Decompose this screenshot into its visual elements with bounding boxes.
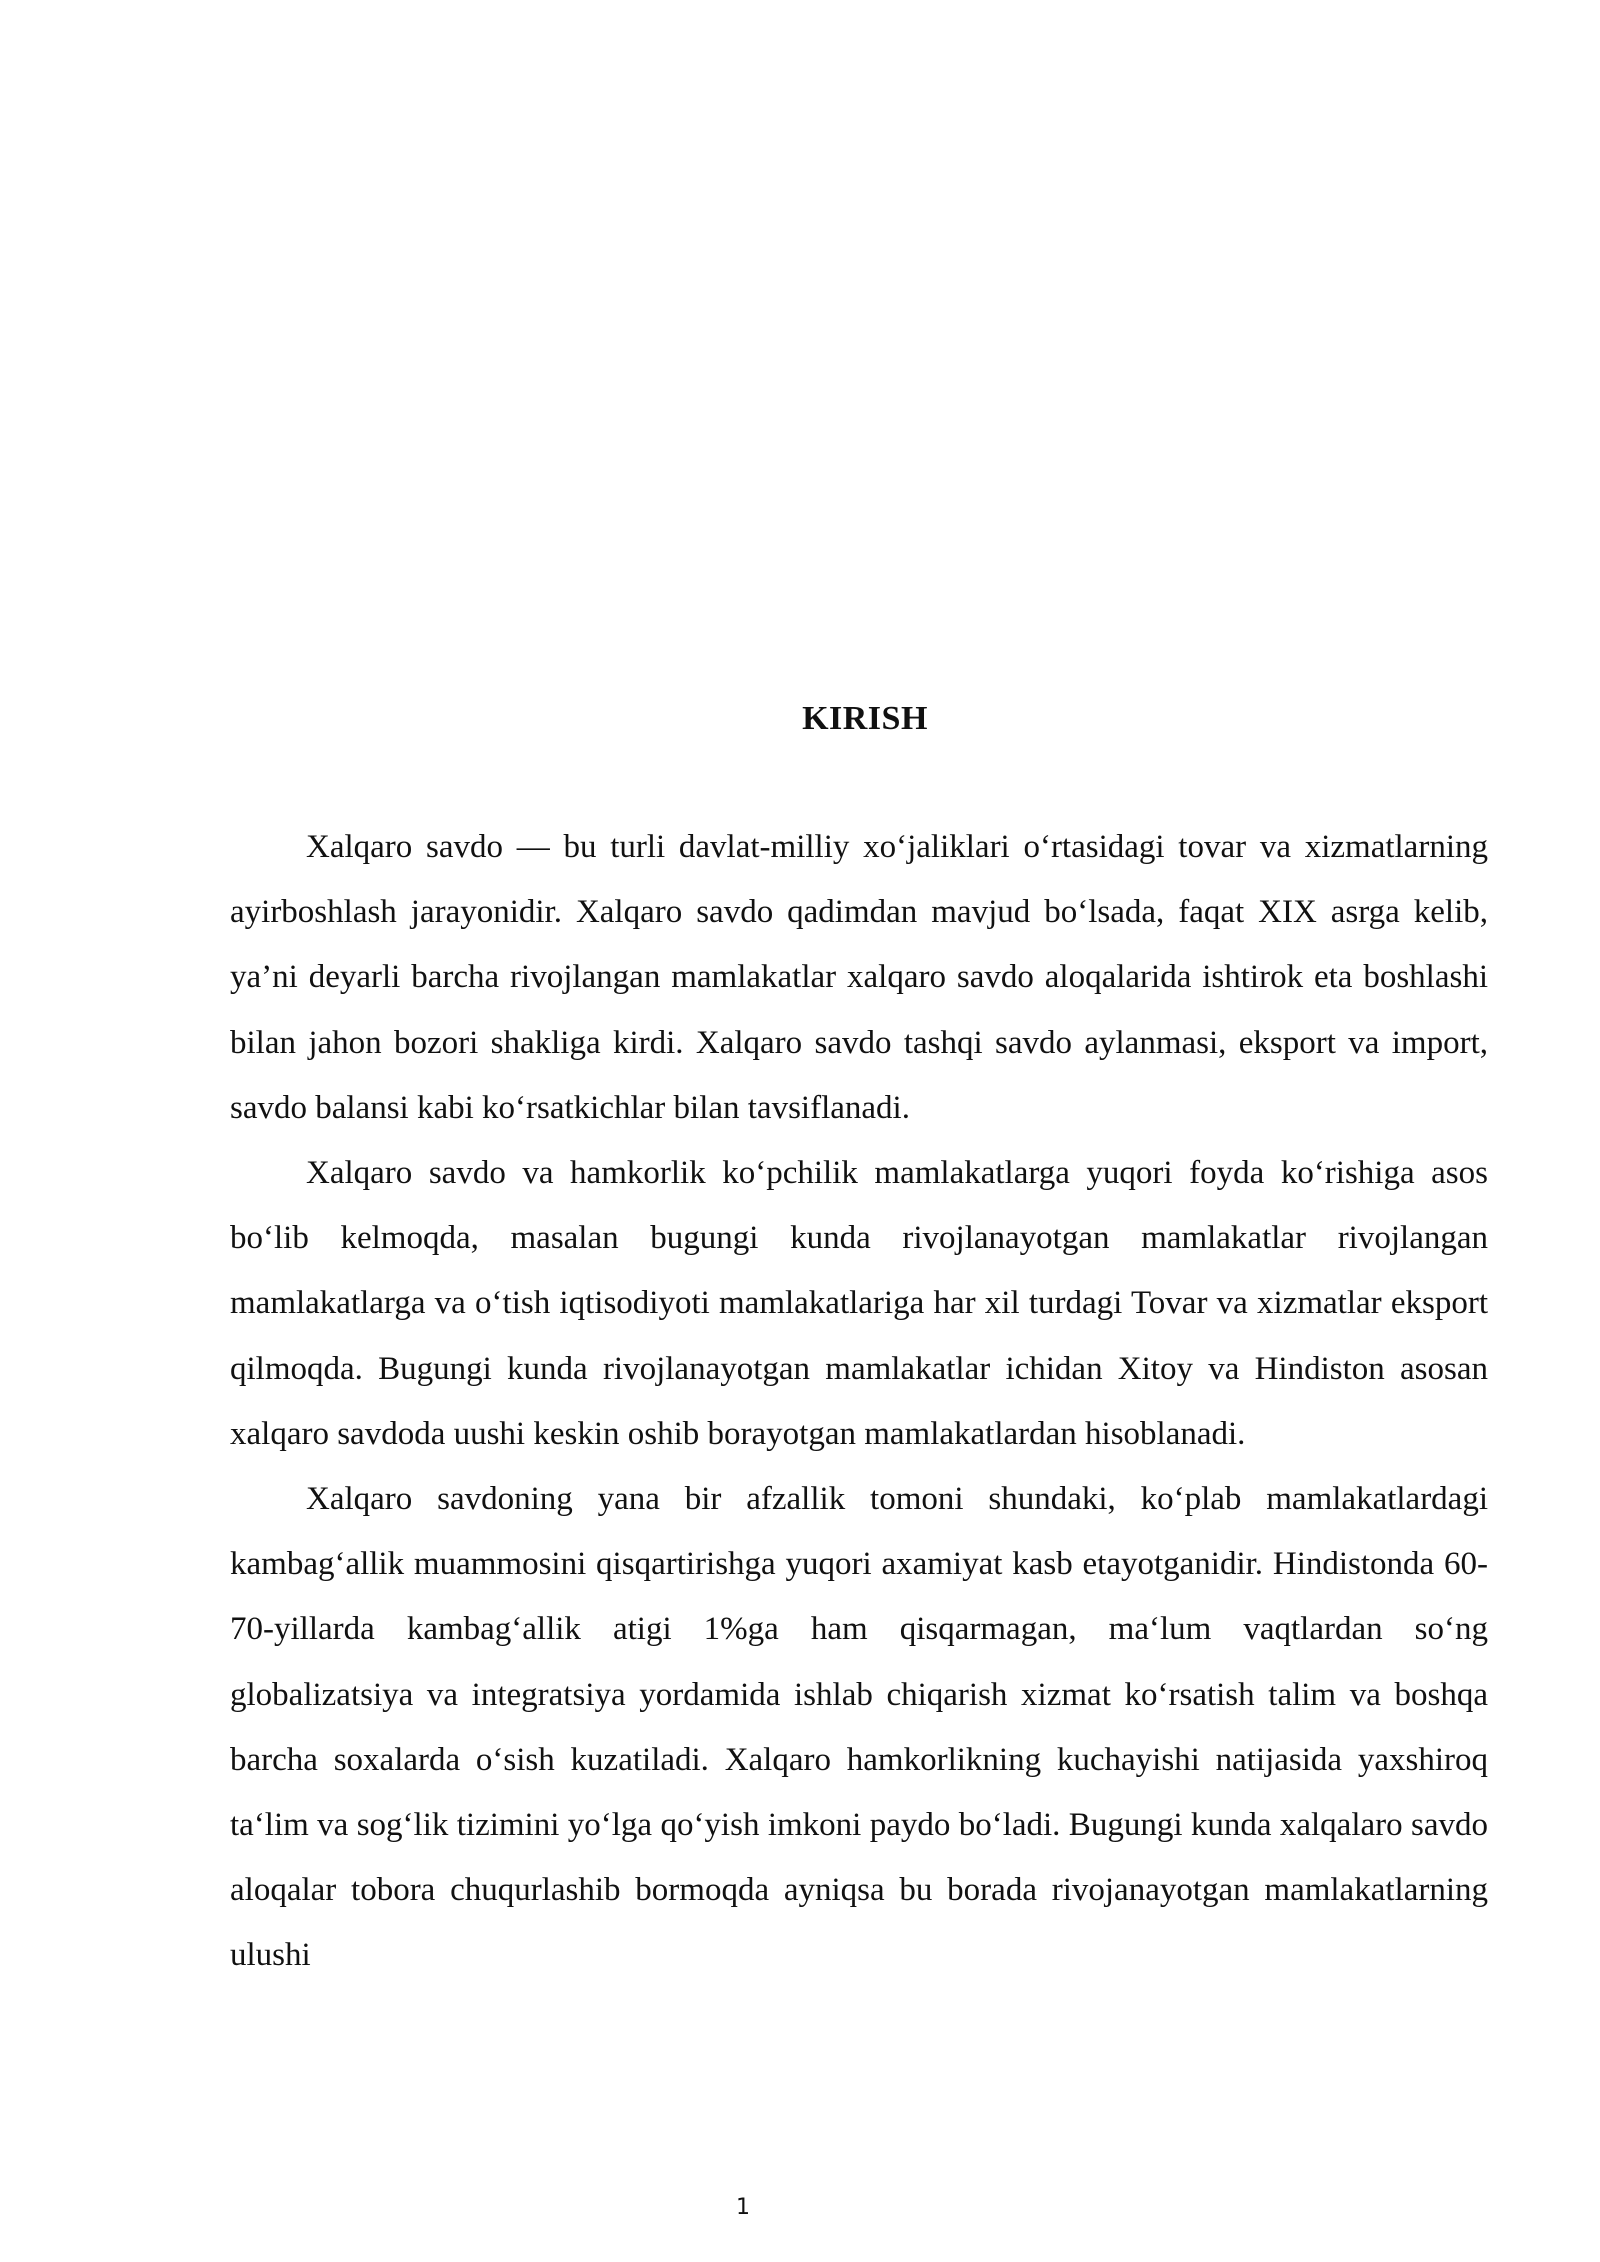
paragraph-3: Xalqaro savdoning yana bir afzallik tomoni shundaki, ko‘plab mamlakatlardagi kambag‘allik muammosini qisqartirishga yuqori axamiyat kasb etayotganidir. Hindistonda 60-70-yillarda kambag‘allik atigi 1%ga ham qisqarmagan, ma‘lum vaqtlardan so‘ng globalizatsiya va integratsiya yordamida ishlab chiqarish xizmat ko‘rsatish talim va boshqa barcha soxalarda o‘sish kuzatiladi. Xalqaro hamkorlikning kuchayishi natijasida yaxshiroq ta‘lim va sog‘lik tizimini yo‘lga qo‘yish imkoni paydo bo‘ladi. Bugungi kunda xalqalaro savdo aloqalar tobora chuqurlashib bormoqda ayniqsa bu borada rivojanayotgan mamlakatlarning ulushi	[230, 1481, 1488, 1974]
section-heading: KIRISH	[802, 700, 928, 737]
paragraph-1: Xalqaro savdo — bu turli davlat-milliy xo‘jaliklari o‘rtasidagi tovar va xizmatlarning ayirboshlash jarayonidir. Xalqaro savdo qadimdan mavjud bo‘lsada, faqat XIX asrga kelib, ya’ni deyarli barcha rivojlangan mamlakatlar xalqaro savdo aloqalarida ishtirok eta boshlashi bilan jahon bozori shakliga kirdi. Xalqaro savdo tashqi savdo aylanmasi, eksport va import, savdo balansi kabi ko‘rsatkichlar bilan tavsiflanadi.	[230, 829, 1488, 1126]
body-text	[230, 815, 1488, 1989]
page-number: 1	[736, 2195, 750, 2220]
paragraph-2: Xalqaro savdo va hamkorlik ko‘pchilik mamlakatlarga yuqori foyda ko‘rishiga asos bo‘lib kelmoqda, masalan bugungi kunda rivojlanayotgan mamlakatlar rivojlangan mamlakatlarga va o‘tish iqtisodiyoti mamlakatlariga har xil turdagi Tovar va xizmatlar eksport qilmoqda. Bugungi kunda rivojlanayotgan mamlakatlar ichidan Xitoy va Hindiston asosan xalqaro savdoda uushi keskin oshib borayotgan mamlakatlardan hisoblanadi.	[230, 1155, 1488, 1452]
